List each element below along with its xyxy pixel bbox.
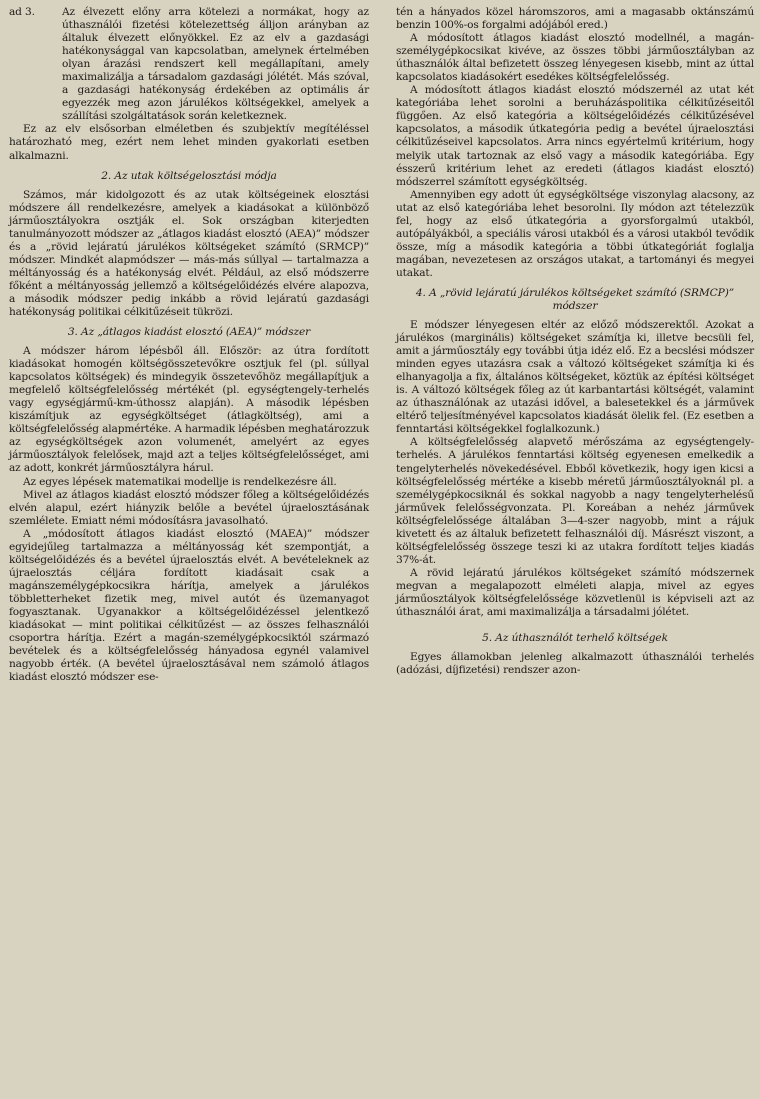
left-column xyxy=(9,6,369,684)
right-column xyxy=(396,6,754,677)
paragraph: Számos, már kidolgozott és az utak költségeinek elosztási módszere áll rendelkezésre, amelyek a kiadásokat a különböző járműosztályokra osztják el. Sok országban kiterjedten tanulmányozott módszer az „átlagos kiadást elosztó (AEA)” módszer és a „rövid lejáratú járulékos költségeket számító (SRMCP)” módszer. Mindkét alapmódszer — más-más súllyal — tartalmazza a méltányosság és a hatékonyság elvét. Például, az első módszerre főként a méltányosság jellemző a költségelőidézés elvére alapozva, a második módszer pedig inkább a rövid lejáratú gazdasági hatékonyság politikai célkitűzéseit tükrözi. xyxy=(9,188,369,318)
paragraph: E módszer lényegesen eltér az előző módszerektől. Azokat a járulékos (marginális) költségeket számítja ki, illetve becsüli fel, amit a járműosztály egy további útja idéz elő. Ez a becslési módszer minden egyes utazásra csak a változó költségeket számítja ki és elhanyagolja a fix, általános költségeket, köztük az építési költséget is. A változó költségek főleg az út karbantartási költségét, valamint az úthasználónak az utazási idővel, a balesetekkel és a járművek eltérő teljesítményével kapcsolatos kiadását ölelik fel. (Ez esetben a fenntartási költségekkel foglalkozunk.) xyxy=(396,318,754,436)
numbered-item-3 xyxy=(9,6,369,123)
paragraph: A költségfelelősség alapvető mérőszáma az egységtengely-terhelés. A járulékos fenntartási költség egyenesen emelkedik a tengelyterhelés növekedésével. Ebből következik, hogy igen kicsi a költségfelelősség mértéke a kisebb méretű járműosztályoknál pl. a személygépkocsiknál és sokkal nagyobb a nagy tengelyterhelésű járművek felelősségvonzata. Pl. Koreában a nehéz járművek költségfelelőssége általában 3—4-szer nagyobb, mint a rájuk kivetett és az általuk befizetett felhasználói díj. Másrészt viszont, a költségfelelősség összege teszi ki az utakra fordított teljes kiadás 37%-át. xyxy=(396,436,754,566)
paragraph: A rövid lejáratú járulékos költségeket számító módszernek megvan a megalapozott elméleti alapja, mivel az egyes járműosztályok költségfelelőssége közvetlenül is képviseli azt az úthasználói árat, ami maximalizálja a társadalmi jólétet. xyxy=(396,566,754,619)
paragraph: A módszer három lépésből áll. Először: az útra fordított kiadásokat homogén költségösszetevőkre osztjuk fel (pl. súllyal kapcsolatos költségek) és mindegyik összetevőhöz megállapítjuk a megfelelő költségfelelősség mértékét (pl. egységtengely-terhelés vagy egységjármű-km-úthossz alapján). A második lépésben kiszámítjuk az egységköltséget (átlagköltség), ami a költségfelelősség alapmértéke. A harmadik lépésben meghatározzuk az egységköltségek azon volumenét, amelyért az egyes járműosztályok felelősek, majd azt a teljes költségfelelősséget, ami az adott, konkrét járműosztályra hárul. xyxy=(9,345,369,475)
section-heading-3: 3. Az „átlagos kiadást elosztó (AEA)” módszer xyxy=(67,326,311,339)
section-heading-2: 2. Az utak költségelosztási módja xyxy=(101,169,277,182)
paragraph: Amennyiben egy adott út egységköltsége viszonylag alacsony, az utat az első kategóriába lehet besorolni. Ily módon azt tételezzük fel, hogy az első útkategória a gyorsforgalmú utakból, autópályákból, a speciális városi utakból és a városi utakból tevődik össze, míg a második kategória a többi útkategóriát foglalja magában, nevezetesen az országos utakat, a tartományi és megyei utakat. xyxy=(396,188,754,279)
paragraph: A „módosított átlagos kiadást elosztó (MAEA)” módszer egyidejűleg tartalmazza a méltányosság két szempontját, a költségelőidézés és a bevétel újraelosztás elvét. A bevételeknek az újraelosztás céljára fordított kiadásait csak a magánszemélygépkocsikra hárítja, amelyek a járulékos többletterheket fizetik meg, mivel autót és üzemanyagot fogyasztanak. Ugyanakkor a költségelőidézéssel jelentkező kiadásokat — mint politikai célkitűzést — az összes felhasználói csoportra hárítja. Ezért a magán-személygépkocsiktól származó bevételek és a költségfelelősség hányadosa egynél valamivel nagyobb érték. (A bevétel újraelosztásával nem számoló átlagos kiadást elosztó módszer ese- xyxy=(9,527,369,684)
section-heading-4: 4. A „rövid lejáratú járulékos költségeket számító (SRMCP)” módszer xyxy=(415,286,735,312)
item-text: Az élvezett előny arra kötelezi a normákat, hogy az úthasználói fizetési kötelezettség álljon arányban az általuk élvezett előnyökkel. Ez az elv a gazdasági hatékonysággal van kapcsolatban, amelynek értelmében olyan árazási rendszert kell megállapítani, amely maximalizálja a társadalom gazdasági jólétét. Más szóval, a gazdasági hatékonyság érdekében az optimális ár egyezzék meg azon járulékos költségekkel, amelyek a szállítási szolgáltatások során keletkeznek. xyxy=(62,6,369,123)
paragraph: Az egyes lépések matematikai modellje is rendelkezésre áll. xyxy=(23,475,337,488)
paragraph: Ez az elv elsősorban elméletben és szubjektív megítéléssel határozható meg, ezért nem lehet minden gyakorlati esetben alkalmazni. xyxy=(9,123,369,162)
paragraph-continued: tén a hányados közel háromszoros, ami a magasabb oktánszámú benzin 100%-os forgalmi adójából ered.) xyxy=(396,6,754,32)
paragraph: A módosított átlagos kiadást elosztó modellnél, a magán-személygépkocsikat kivéve, az összes többi járműosztályban az úthasználók által befizetett összeg lényegesen kisebb, mint az úttal kapcsolatos kiadásokért esedékes költségfelelősség. xyxy=(396,32,754,84)
paragraph: Egyes államokban jelenleg alkalmazott úthasználói terhelés (adózási, díjfizetési) rendszer azon- xyxy=(396,651,754,677)
section-heading-5: 5. Az úthasználót terhelő költségek xyxy=(482,632,668,645)
paragraph: A módosított átlagos kiadást elosztó módszernél az utat két kategóriába lehet sorolni a beruházáspolitika célkitűzéseitől függően. Az első kategória a költségelőidézés célkitűzésével kapcsolatos, a második útkategória pedig a bevétel újraelosztási célkitűzéseivel kapcsolatos. Arra nincs egyértelmű kritérium, hogy melyik utak tartoznak az első vagy a második kategóriába. Egy ésszerű kritérium lehet az eredeti (átlagos kiadást elosztó) módszerrel számított egységköltség. xyxy=(396,84,754,188)
paragraph: Mivel az átlagos kiadást elosztó módszer főleg a költségelőidézés elvén alapul, ezért hiányzik belőle a bevétel újraelosztásának szemlélete. Emiatt némi módosításra javasolható. xyxy=(9,488,369,527)
item-label: ad 3. xyxy=(9,6,35,18)
